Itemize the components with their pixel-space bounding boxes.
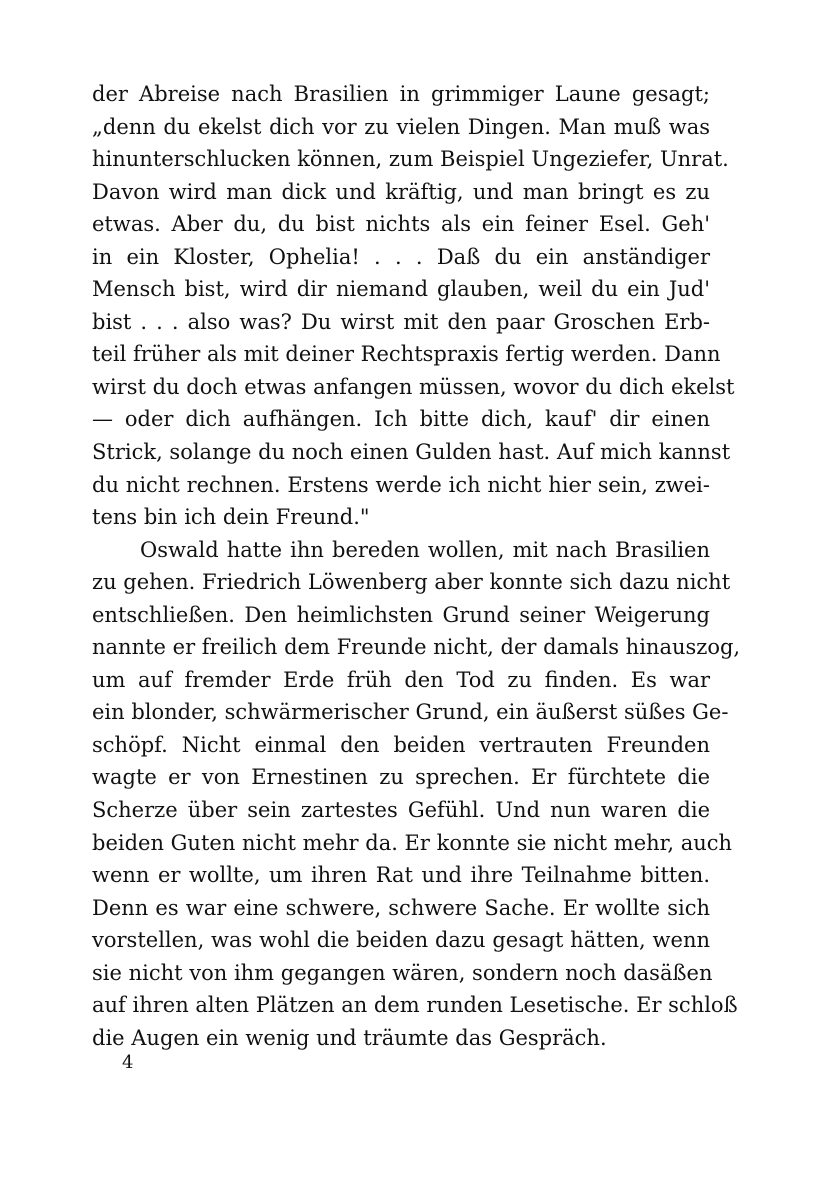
text-line: sie nicht von ihm gegangen wären, sondern noch dasäßen	[92, 960, 713, 985]
text-line: etwas. Aber du, du bist nichts als ein feiner Esel. Geh'	[92, 212, 710, 237]
text-line: vorstellen, was wohl die beiden dazu gesagt hätten, wenn	[92, 928, 710, 953]
text-line: hinunterschlucken können, zum Beispiel Ungeziefer, Unrat.	[92, 147, 729, 172]
text-line: du nicht rechnen. Erstens werde ich nicht hier sein, zwei-	[92, 472, 710, 497]
text-line: teil früher als mit deiner Rechtspraxis fertig werden. Dann	[92, 342, 721, 367]
text-line: zu gehen. Friedrich Löwenberg aber konnte sich dazu nicht	[92, 570, 731, 595]
page-number: 4	[122, 1052, 134, 1073]
text-line: Denn es war eine schwere, schwere Sache. Er wollte sich	[92, 895, 710, 920]
text-line: „denn du ekelst dich vor zu vielen Dingen. Man muß was	[92, 114, 710, 139]
text-line: bist . . . also was? Du wirst mit den paar Groschen Erb-	[92, 309, 710, 334]
text-line: Mensch bist, wird dir niemand glauben, weil du ein Jud'	[92, 277, 710, 302]
text-line: auf ihren alten Plätzen an dem runden Lesetische. Er schloß	[92, 993, 738, 1018]
text-line: der Abreise nach Brasilien in grimmiger Laune gesagt;	[92, 82, 710, 106]
text-line: Oswald hatte ihn bereden wollen, mit nach Brasilien	[140, 537, 710, 562]
text-line: beiden Guten nicht mehr da. Er konnte sie nicht mehr, auch	[92, 830, 733, 855]
text-line: wirst du doch etwas anfangen müssen, wovor du dich ekelst	[92, 374, 735, 399]
text-line: in ein Kloster, Ophelia! . . . Daß du ein anständiger	[92, 244, 710, 269]
body-text	[92, 78, 741, 1054]
text-line: die Augen ein wenig und träumte das Gespräch.	[92, 1025, 607, 1050]
text-line: wagte er von Ernestinen zu sprechen. Er fürchtete die	[92, 765, 710, 790]
text-line: Davon wird man dick und kräftig, und man bringt es zu	[92, 179, 710, 204]
text-line: ein blonder, schwärmerischer Grund, ein äußerst süßes Ge-	[92, 700, 729, 725]
text-line: um auf fremder Erde früh den Tod zu finden. Es war	[92, 667, 710, 692]
text-line: Scherze über sein zartestes Gefühl. Und nun waren die	[92, 798, 710, 823]
text-line: schöpf. Nicht einmal den beiden vertrauten Freunden	[92, 732, 710, 757]
text-line: entschließen. Den heimlichsten Grund seiner Weigerung	[92, 602, 710, 627]
text-line: — oder dich aufhängen. Ich bitte dich, kauf' dir einen	[92, 407, 710, 432]
text-line: Strick, solange du noch einen Gulden hast. Auf mich kannst	[92, 440, 731, 465]
text-line: tens bin ich dein Freund."	[92, 505, 370, 530]
text-line: nannte er freilich dem Freunde nicht, der damals hinauszog,	[92, 635, 741, 660]
text-line: wenn er wollte, um ihren Rat und ihre Teilnahme bitten.	[92, 863, 710, 888]
